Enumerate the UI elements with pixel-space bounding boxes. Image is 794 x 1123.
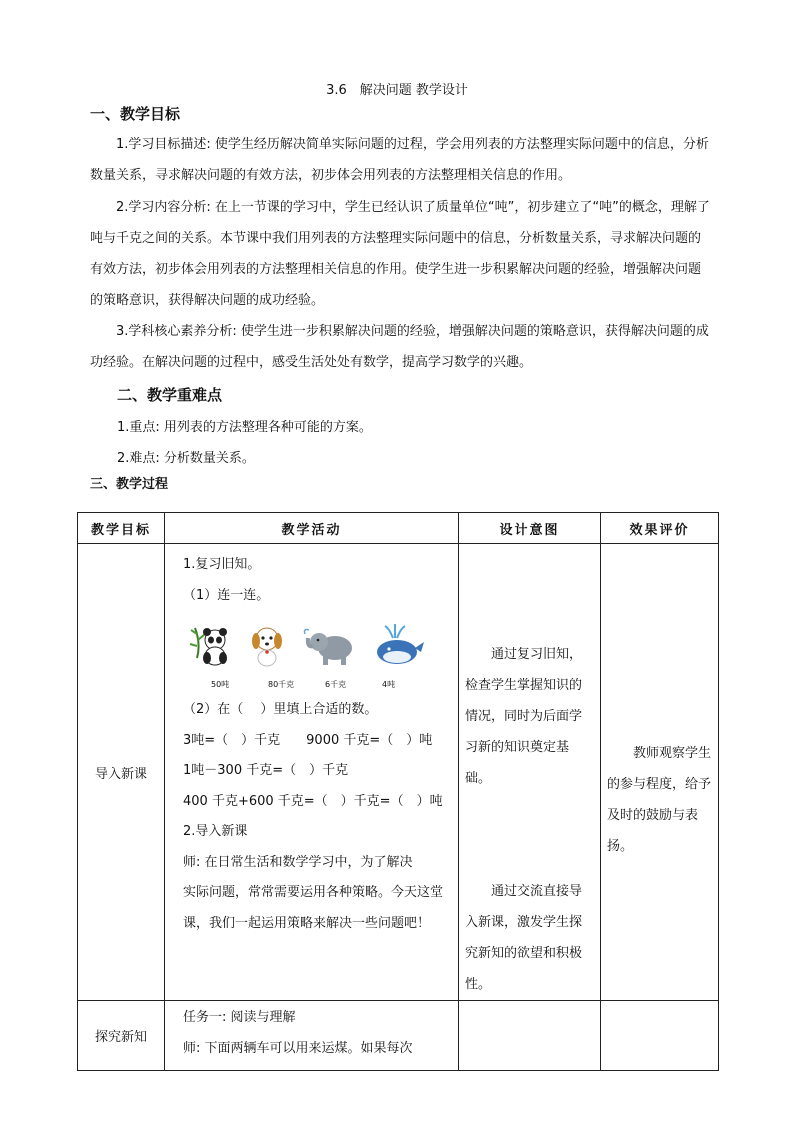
header-intent: 设计意图 (459, 513, 601, 544)
table-row (78, 1001, 719, 1071)
intent-text: 通过复习旧知，检查学生掌握知识的情况，同时为后面学习新的知识奠定基础。 (465, 647, 583, 786)
goals-heading: 一、教学目标 (90, 105, 181, 123)
row-label: 导入新课 (78, 544, 165, 1001)
activity-line: 2.导入新课 (183, 824, 248, 839)
activity-line: 400 千克+600 千克=（ ）千克=（ ）吨 (183, 793, 443, 809)
weight-label: 4吨 (382, 680, 396, 689)
weight-labels (211, 675, 452, 695)
evaluation-cell (601, 1001, 719, 1071)
header-goal: 教学目标 (78, 513, 165, 544)
activity-line: 课，我们一起运用策略来解决一些问题吧！ (183, 915, 431, 931)
activity-line: 实际问题，常常需要运用各种策略。今天这堂 (183, 885, 444, 900)
activity-line: 任务一: 阅读与理解 (183, 1010, 296, 1025)
goal-1: 1.学习目标描述: 使学生经历解决简单实际问题的过程，学会用列表的方法整理实际问题中的信息，分析数量关系，寻求解决问题的有效方法，初步体会用列表的方法整理相关信息的作用。 (90, 137, 709, 183)
activity-line: 师: 在日常生活和数学学习中，为了解决 (183, 854, 413, 870)
table-row (78, 544, 719, 1001)
table-header-row (78, 513, 719, 544)
evaluation-text: 教师观察学生的参与程度，给予及时的鼓励与表扬。 (607, 746, 712, 854)
elephant-icon (301, 624, 357, 668)
activity-line: 3吨=（ ）千克 9000 千克=（ ）吨 (183, 732, 433, 748)
weight-label: 50吨 (211, 680, 230, 689)
document-title: 3.6 解决问题 教学设计 (326, 83, 468, 98)
activity-line: 师: 下面两辆车可以用来运煤。如果每次 (183, 1040, 413, 1056)
dog-icon (247, 624, 287, 668)
process-heading: 三、教学过程 (90, 477, 169, 492)
whale-icon (371, 624, 425, 668)
activity-cell (165, 1001, 459, 1071)
activity-line: （2）在（ ）里填上合适的数。 (183, 702, 378, 717)
activity-cell (165, 544, 459, 1001)
intent-cell (459, 1001, 601, 1071)
goal-2: 2.学习内容分析: 在上一节课的学习中，学生已经认识了质量单位“吨”，初步建立了“吨”的概念，理解了吨与千克之间的关系。本节课中我们用列表的方法整理实际问题中的信息，分析数量关系，寻求解决问题的有效方法，初步体会用列表的方法整理相关信息的作用。使学生进一步积累解决问题的经验，增强解决问题的策略意识，获得解决问题的成功经验。 (90, 200, 710, 308)
evaluation-cell (601, 544, 719, 1001)
animal-images (189, 621, 452, 671)
panda-icon (189, 624, 233, 668)
weight-label: 80千克 (268, 680, 295, 689)
header-evaluation: 效果评价 (601, 513, 719, 544)
key-point: 1.重点: 用列表的方法整理各种可能的方案。 (117, 420, 372, 435)
row-label: 探究新知 (78, 1001, 165, 1071)
teaching-process-table (77, 512, 719, 1071)
weight-label: 6千克 (325, 680, 347, 689)
activity-line: 1.复习旧知。 (183, 557, 261, 572)
activity-line: 1吨－300 千克=（ ）千克 (183, 763, 349, 778)
activity-line: （1）连一连。 (183, 587, 270, 603)
header-activity: 教学活动 (165, 513, 459, 544)
difficulty: 2.难点: 分析数量关系。 (117, 451, 255, 466)
intent-text: 通过交流直接导入新课，激发学生探究新知的欲望和积极性。 (465, 884, 583, 992)
goal-3: 3.学科核心素养分析: 使学生进一步积累解决问题的经验，增强解决问题的策略意识，获得解决问题的成功经验。在解决问题的过程中，感受生活处处有数学，提高学习数学的兴趣。 (90, 324, 709, 370)
intent-cell (459, 544, 601, 1001)
key-heading: 二、教学重难点 (117, 386, 223, 404)
